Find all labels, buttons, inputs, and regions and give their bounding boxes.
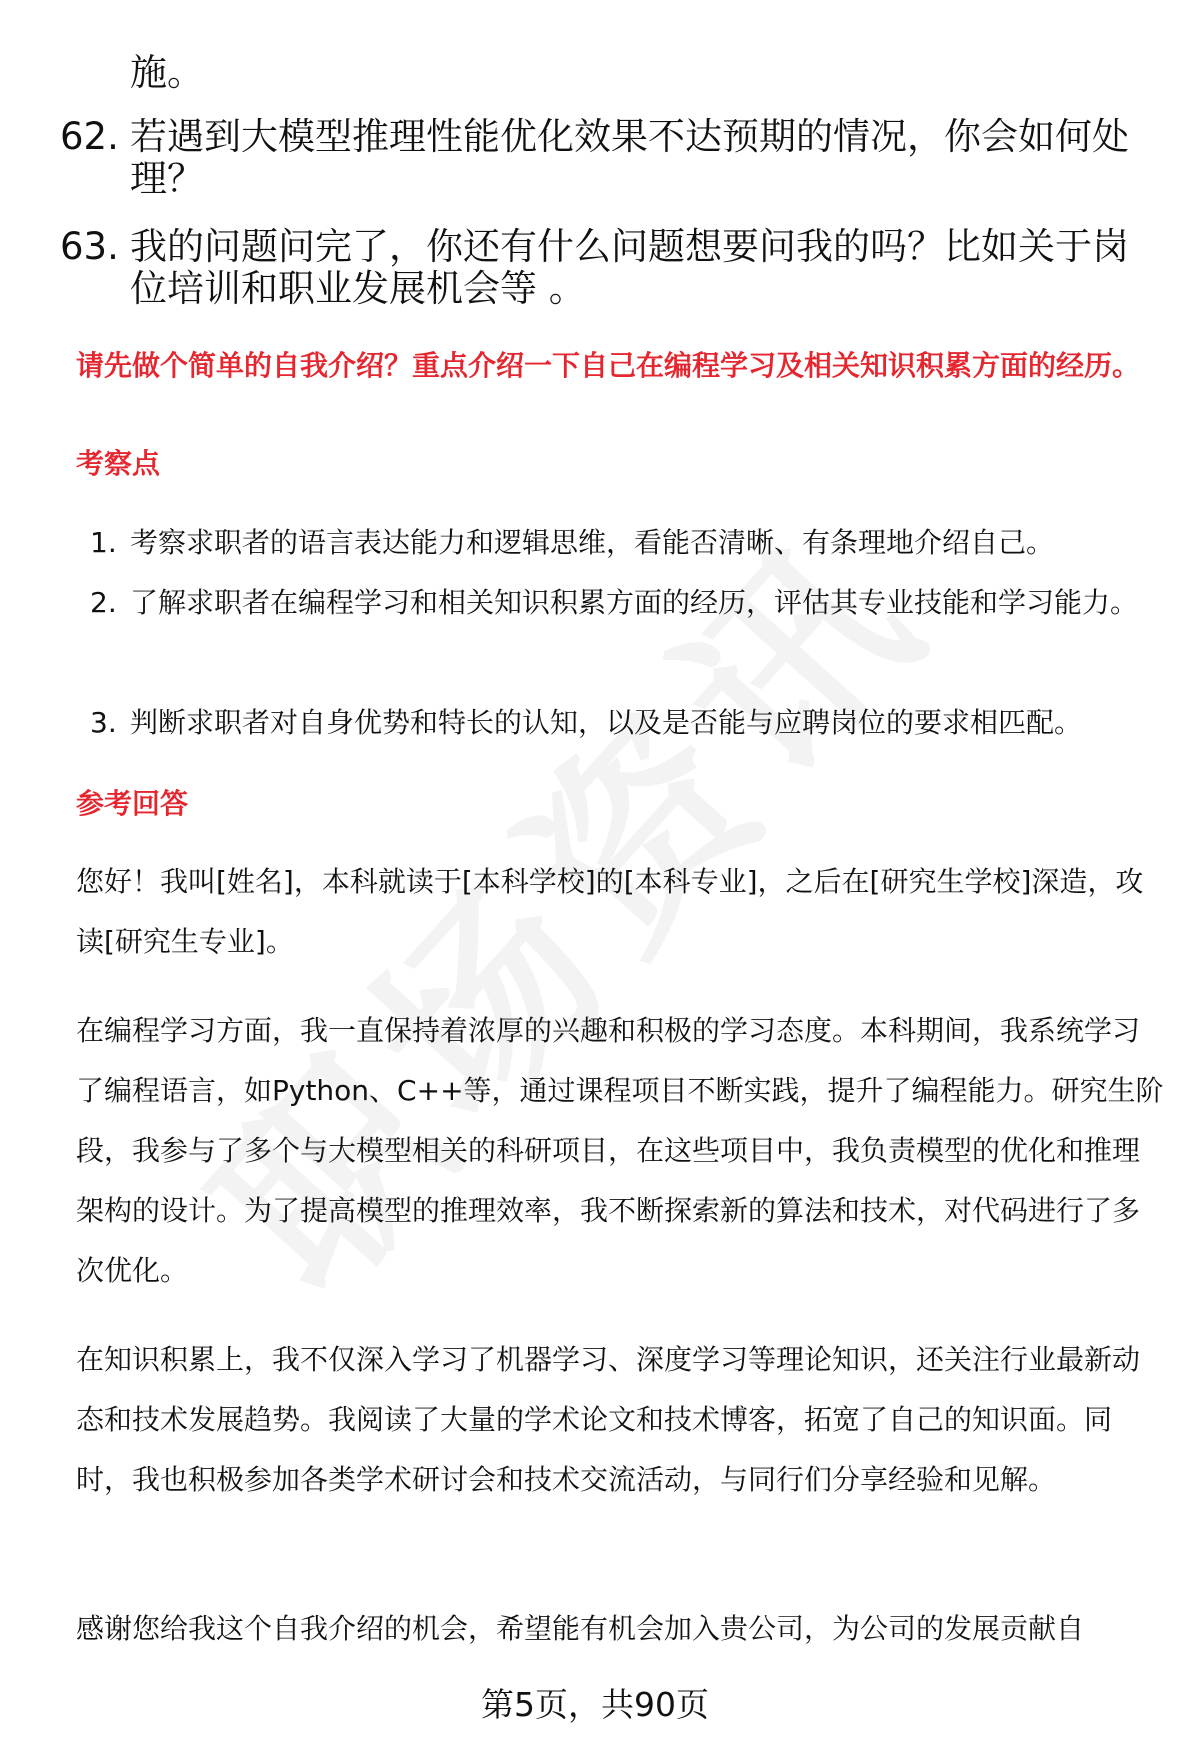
item-number: 1. bbox=[90, 526, 117, 559]
answer-paragraph: 在知识积累上，我不仅深入学习了机器学习、深度学习等理论知识，还关注行业最新动态和技术发展趋势。我阅读了大量的学术论文和技术博客，拓宽了自己的知识面。同时，我也积极参加各类学术研讨会和技术交流活动，与同行们分享经验和见解。 bbox=[76, 1343, 1141, 1496]
item-number: 3. bbox=[90, 706, 117, 739]
reference-answer-heading: 参考回答 bbox=[76, 787, 189, 820]
question-text: 若遇到大模型推理性能优化效果不达预期的情况，你会如何处理？ bbox=[130, 115, 1129, 200]
question-number: 62. bbox=[60, 115, 119, 158]
question-continuation bbox=[60, 52, 1150, 94]
answer-paragraph: 您好！我叫[姓名]，本科就读于[本科学校]的[本科专业]，之后在[研究生学校]深造，攻读[研究生专业]。 bbox=[76, 865, 1144, 958]
item-text: 了解求职者在编程学习和相关知识积累方面的经历，评估其专业技能和学习能力。 bbox=[130, 586, 1139, 619]
question-number: 63. bbox=[60, 225, 119, 268]
answer-paragraph: 在编程学习方面，我一直保持着浓厚的兴趣和积极的学习态度。本科期间，我系统学习了编程语言，如Python、C++等，通过课程项目不断实践，提升了编程能力。研究生阶段，我参与了多个与大模型相关的科研项目，在这些项目中，我负责模型的优化和推理架构的设计。为了提高模型的推理效率，我不断探索新的算法和技术，对代码进行了多次优化。 bbox=[76, 1014, 1164, 1287]
page-number: 第5页，共90页 bbox=[481, 1685, 709, 1724]
answer-paragraph: 感谢您给我这个自我介绍的机会，希望能有机会加入贵公司，为公司的发展贡献自 bbox=[76, 1612, 1085, 1645]
question-text: 我的问题问完了，你还有什么问题想要问我的吗？比如关于岗位培训和职业发展机会等 。 bbox=[130, 225, 1129, 310]
exam-points-heading: 考察点 bbox=[76, 447, 161, 480]
exam-point-item bbox=[76, 693, 1166, 753]
item-number: 2. bbox=[90, 586, 117, 619]
question-63 bbox=[60, 226, 1150, 310]
question-62 bbox=[60, 116, 1150, 200]
exam-point-item bbox=[76, 513, 1166, 573]
item-text: 考察求职者的语言表达能力和逻辑思维，看能否清晰、有条理地介绍自己。 bbox=[130, 526, 1055, 559]
item-text: 判断求职者对自身优势和特长的认知，以及是否能与应聘岗位的要求相匹配。 bbox=[130, 706, 1083, 739]
question-title: 请先做个简单的自我介绍？重点介绍一下自己在编程学习及相关知识积累方面的经历。 bbox=[76, 349, 1141, 382]
question-text: 施。 bbox=[130, 51, 204, 94]
exam-point-item bbox=[76, 573, 1166, 633]
